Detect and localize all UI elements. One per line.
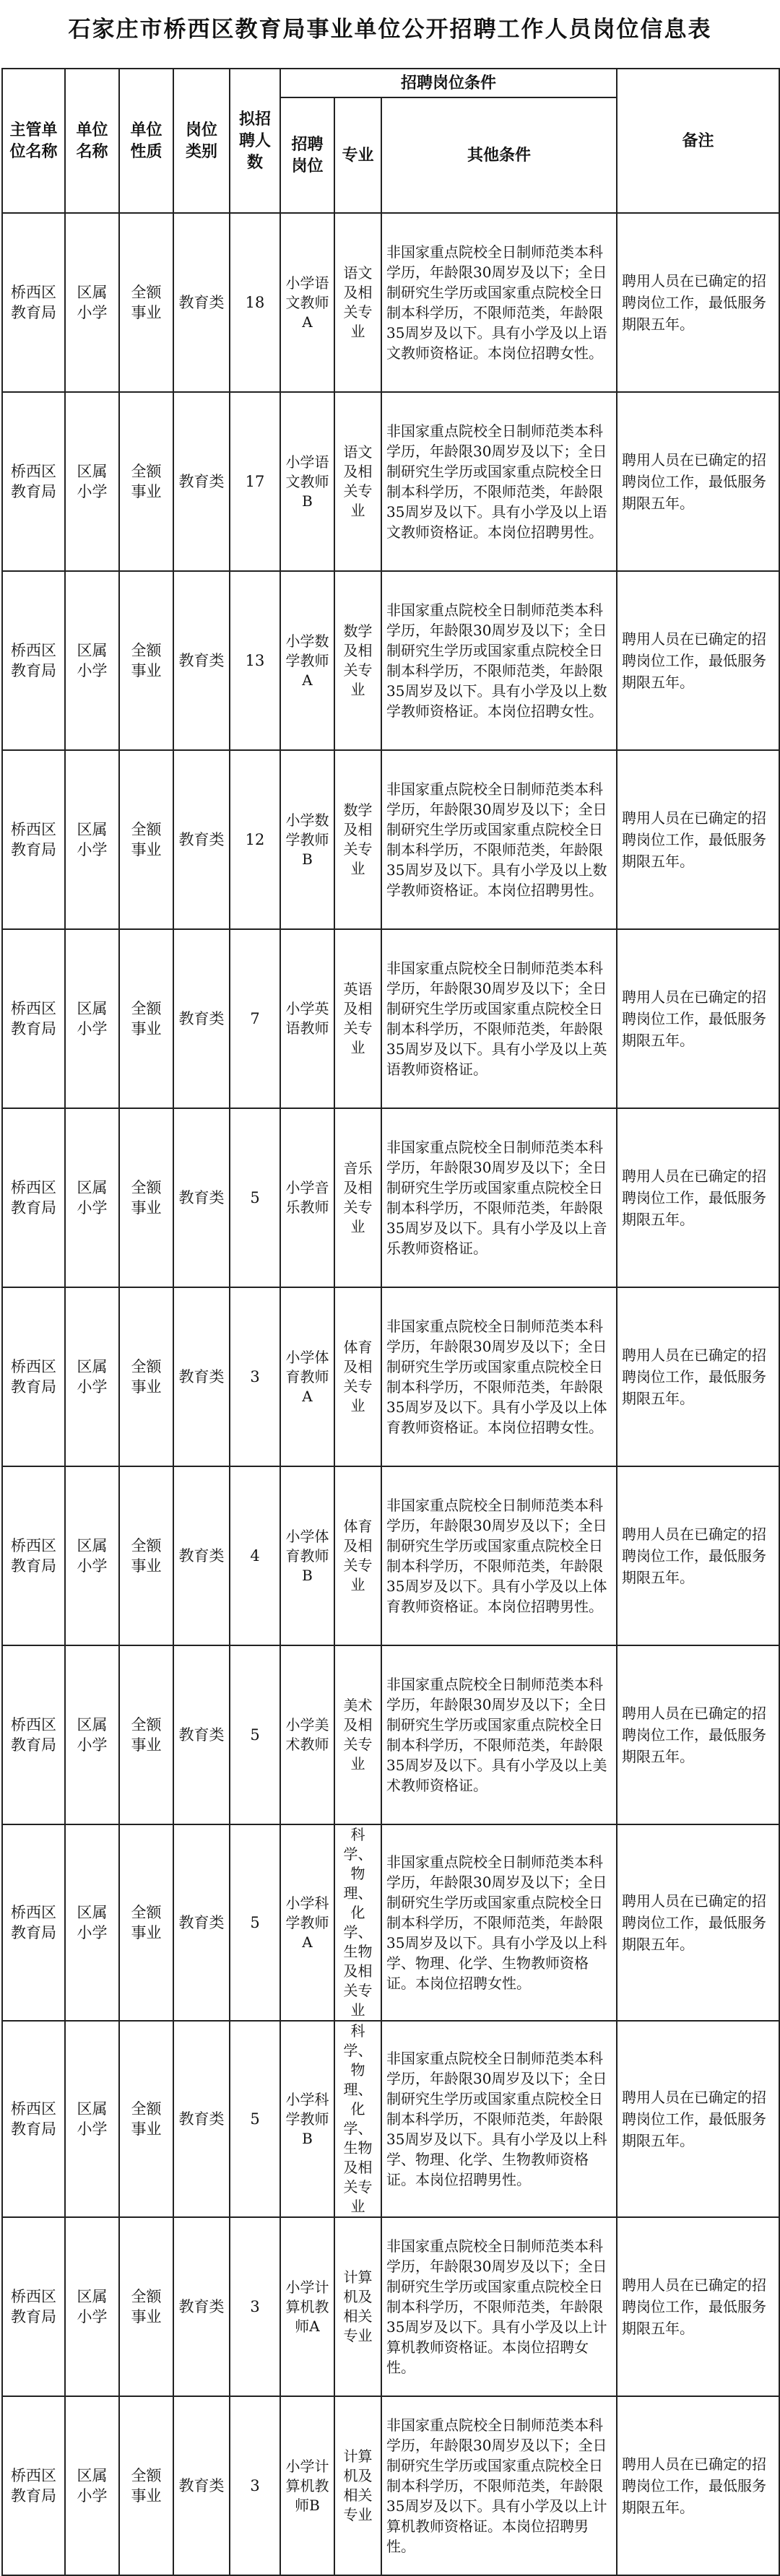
cell-category: 教育类 [173,213,230,392]
cell-post: 小学语文教师B [280,392,334,571]
cell-remark: 聘用人员在已确定的招聘岗位工作，最低服务期限五年。 [617,1824,779,2021]
cell-dept: 桥西区教育局 [2,929,65,1108]
cell-count: 7 [230,929,280,1108]
cell-major: 音乐及相关专业 [334,1108,381,1287]
cell-dept: 桥西区教育局 [2,2396,65,2575]
cell-post: 小学计算机教师A [280,2217,334,2396]
cell-remark: 聘用人员在已确定的招聘岗位工作，最低服务期限五年。 [617,929,779,1108]
cell-remark: 聘用人员在已确定的招聘岗位工作，最低服务期限五年。 [617,1645,779,1824]
cell-other-conditions: 非国家重点院校全日制师范类本科学历，年龄限30周岁及以下；全日制研究生学历或国家重点院校全日制本科学历，不限师范类，年龄限35周岁及以下。具有小学及以上美术教师资格证。 [381,1645,617,1824]
cell-remark: 聘用人员在已确定的招聘岗位工作，最低服务期限五年。 [617,1466,779,1645]
header-nature: 单位性质 [119,69,173,213]
header-unit: 单位名称 [65,69,119,213]
cell-major: 科学、物理、化学、生物及相关专业 [334,2021,381,2217]
cell-nature: 全额事业 [119,1466,173,1645]
cell-post: 小学科学教师B [280,2021,334,2217]
cell-unit: 区属小学 [65,750,119,929]
cell-major: 科学、物理、化学、生物及相关专业 [334,1824,381,2021]
cell-count: 18 [230,213,280,392]
cell-dept: 桥西区教育局 [2,1824,65,2021]
table-row [2,1645,779,1824]
cell-post: 小学数学教师B [280,750,334,929]
header-post: 招聘岗位 [280,97,334,213]
cell-nature: 全额事业 [119,392,173,571]
cell-category: 教育类 [173,750,230,929]
cell-category: 教育类 [173,2217,230,2396]
cell-remark: 聘用人员在已确定的招聘岗位工作，最低服务期限五年。 [617,571,779,750]
cell-other-conditions: 非国家重点院校全日制师范类本科学历，年龄限30周岁及以下；全日制研究生学历或国家重点院校全日制本科学历，不限师范类，年龄限35周岁及以下。具有小学及以上科学、物理、化学、生物教师资格证。本岗位招聘女性。 [381,1824,617,2021]
table-row [2,392,779,571]
cell-remark: 聘用人员在已确定的招聘岗位工作，最低服务期限五年。 [617,2217,779,2396]
header-remark: 备注 [617,69,779,213]
table-row [2,213,779,392]
cell-count: 13 [230,571,280,750]
page-title: 石家庄市桥西区教育局事业单位公开招聘工作人员岗位信息表 [68,16,712,43]
cell-dept: 桥西区教育局 [2,750,65,929]
cell-other-conditions: 非国家重点院校全日制师范类本科学历，年龄限30周岁及以下；全日制研究生学历或国家重点院校全日制本科学历，不限师范类，年龄限35周岁及以下。具有小学及以上语文教师资格证。本岗位招聘男性。 [381,392,617,571]
cell-unit: 区属小学 [65,213,119,392]
cell-unit: 区属小学 [65,571,119,750]
cell-major: 数学及相关专业 [334,571,381,750]
cell-nature: 全额事业 [119,2217,173,2396]
cell-dept: 桥西区教育局 [2,571,65,750]
cell-unit: 区属小学 [65,2217,119,2396]
cell-other-conditions: 非国家重点院校全日制师范类本科学历，年龄限30周岁及以下；全日制研究生学历或国家重点院校全日制本科学历，不限师范类，年龄限35周岁及以下。具有小学及以上数学教师资格证。本岗位招聘男性。 [381,750,617,929]
cell-remark: 聘用人员在已确定的招聘岗位工作，最低服务期限五年。 [617,213,779,392]
cell-other-conditions: 非国家重点院校全日制师范类本科学历，年龄限30周岁及以下；全日制研究生学历或国家重点院校全日制本科学历，不限师范类，年龄限35周岁及以下。具有小学及以上体育教师资格证。本岗位招聘男性。 [381,1466,617,1645]
cell-category: 教育类 [173,571,230,750]
cell-unit: 区属小学 [65,1287,119,1466]
cell-category: 教育类 [173,929,230,1108]
cell-category: 教育类 [173,1108,230,1287]
cell-unit: 区属小学 [65,2396,119,2575]
cell-major: 体育及相关专业 [334,1287,381,1466]
cell-category: 教育类 [173,2396,230,2575]
cell-unit: 区属小学 [65,1645,119,1824]
cell-post: 小学音乐教师 [280,1108,334,1287]
cell-count: 4 [230,1466,280,1645]
cell-remark: 聘用人员在已确定的招聘岗位工作，最低服务期限五年。 [617,2396,779,2575]
cell-major: 体育及相关专业 [334,1466,381,1645]
cell-unit: 区属小学 [65,929,119,1108]
header-conditions-group: 招聘岗位条件 [280,69,617,97]
cell-dept: 桥西区教育局 [2,392,65,571]
table-row [2,1287,779,1466]
cell-other-conditions: 非国家重点院校全日制师范类本科学历，年龄限30周岁及以下；全日制研究生学历或国家重点院校全日制本科学历，不限师范类，年龄限35周岁及以下。具有小学及以上数学教师资格证。本岗位招聘女性。 [381,571,617,750]
cell-category: 教育类 [173,392,230,571]
cell-major: 美术及相关专业 [334,1645,381,1824]
cell-remark: 聘用人员在已确定的招聘岗位工作，最低服务期限五年。 [617,392,779,571]
cell-category: 教育类 [173,1824,230,2021]
cell-post: 小学美术教师 [280,1645,334,1824]
cell-count: 17 [230,392,280,571]
cell-nature: 全额事业 [119,1645,173,1824]
cell-dept: 桥西区教育局 [2,2217,65,2396]
table-row [2,750,779,929]
cell-unit: 区属小学 [65,1108,119,1287]
cell-count: 3 [230,1287,280,1466]
cell-count: 5 [230,1824,280,2021]
cell-nature: 全额事业 [119,571,173,750]
cell-major: 语文及相关专业 [334,213,381,392]
table-row [2,1108,779,1287]
cell-count: 5 [230,1645,280,1824]
cell-other-conditions: 非国家重点院校全日制师范类本科学历，年龄限30周岁及以下；全日制研究生学历或国家重点院校全日制本科学历，不限师范类，年龄限35周岁及以下。具有小学及以上科学、物理、化学、生物教师资格证。本岗位招聘男性。 [381,2021,617,2217]
cell-nature: 全额事业 [119,1287,173,1466]
cell-dept: 桥西区教育局 [2,1645,65,1824]
table-row [2,2217,779,2396]
cell-major: 英语及相关专业 [334,929,381,1108]
cell-dept: 桥西区教育局 [2,1108,65,1287]
recruitment-table [1,68,780,2576]
cell-dept: 桥西区教育局 [2,1466,65,1645]
header-category: 岗位类别 [173,69,230,213]
cell-unit: 区属小学 [65,1466,119,1645]
cell-other-conditions: 非国家重点院校全日制师范类本科学历，年龄限30周岁及以下；全日制研究生学历或国家重点院校全日制本科学历，不限师范类，年龄限35周岁及以下。具有小学及以上体育教师资格证。本岗位招聘女性。 [381,1287,617,1466]
cell-post: 小学计算机教师B [280,2396,334,2575]
cell-post: 小学体育教师B [280,1466,334,1645]
cell-count: 3 [230,2217,280,2396]
cell-dept: 桥西区教育局 [2,213,65,392]
cell-nature: 全额事业 [119,750,173,929]
cell-other-conditions: 非国家重点院校全日制师范类本科学历，年龄限30周岁及以下；全日制研究生学历或国家重点院校全日制本科学历，不限师范类，年龄限35周岁及以下。具有小学及以上英语教师资格证。 [381,929,617,1108]
cell-count: 12 [230,750,280,929]
cell-count: 5 [230,2021,280,2217]
cell-unit: 区属小学 [65,1824,119,2021]
header-count: 拟招聘人数 [230,69,280,213]
cell-post: 小学数学教师A [280,571,334,750]
cell-nature: 全额事业 [119,1108,173,1287]
cell-dept: 桥西区教育局 [2,1287,65,1466]
cell-post: 小学英语教师 [280,929,334,1108]
table-row [2,1824,779,2021]
cell-other-conditions: 非国家重点院校全日制师范类本科学历，年龄限30周岁及以下；全日制研究生学历或国家重点院校全日制本科学历，不限师范类，年龄限35周岁及以下。具有小学及以上计算机教师资格证。本岗位招聘男性。 [381,2396,617,2575]
header-other: 其他条件 [381,97,617,213]
cell-major: 计算机及相关专业 [334,2396,381,2575]
header-major: 专业 [334,97,381,213]
cell-unit: 区属小学 [65,392,119,571]
cell-nature: 全额事业 [119,213,173,392]
table-row [2,1466,779,1645]
cell-dept: 桥西区教育局 [2,2021,65,2217]
cell-remark: 聘用人员在已确定的招聘岗位工作，最低服务期限五年。 [617,750,779,929]
cell-category: 教育类 [173,1287,230,1466]
cell-category: 教育类 [173,2021,230,2217]
cell-other-conditions: 非国家重点院校全日制师范类本科学历，年龄限30周岁及以下；全日制研究生学历或国家重点院校全日制本科学历，不限师范类，年龄限35周岁及以下。具有小学及以上音乐教师资格证。 [381,1108,617,1287]
header-dept: 主管单位名称 [2,69,65,213]
table-row [2,2021,779,2217]
cell-remark: 聘用人员在已确定的招聘岗位工作，最低服务期限五年。 [617,1108,779,1287]
cell-major: 计算机及相关专业 [334,2217,381,2396]
table-row [2,571,779,750]
cell-nature: 全额事业 [119,2021,173,2217]
cell-unit: 区属小学 [65,2021,119,2217]
cell-nature: 全额事业 [119,1824,173,2021]
cell-major: 数学及相关专业 [334,750,381,929]
cell-post: 小学体育教师A [280,1287,334,1466]
cell-category: 教育类 [173,1466,230,1645]
cell-count: 3 [230,2396,280,2575]
cell-major: 语文及相关专业 [334,392,381,571]
cell-nature: 全额事业 [119,929,173,1108]
cell-post: 小学科学教师A [280,1824,334,2021]
cell-nature: 全额事业 [119,2396,173,2575]
cell-other-conditions: 非国家重点院校全日制师范类本科学历，年龄限30周岁及以下；全日制研究生学历或国家重点院校全日制本科学历，不限师范类，年龄限35周岁及以下。具有小学及以上计算机教师资格证。本岗位招聘女性。 [381,2217,617,2396]
cell-remark: 聘用人员在已确定的招聘岗位工作，最低服务期限五年。 [617,1287,779,1466]
cell-count: 5 [230,1108,280,1287]
cell-other-conditions: 非国家重点院校全日制师范类本科学历，年龄限30周岁及以下；全日制研究生学历或国家重点院校全日制本科学历，不限师范类，年龄限35周岁及以下。具有小学及以上语文教师资格证。本岗位招聘女性。 [381,213,617,392]
cell-post: 小学语文教师A [280,213,334,392]
table-row [2,929,779,1108]
table-row [2,2396,779,2575]
cell-category: 教育类 [173,1645,230,1824]
cell-remark: 聘用人员在已确定的招聘岗位工作，最低服务期限五年。 [617,2021,779,2217]
